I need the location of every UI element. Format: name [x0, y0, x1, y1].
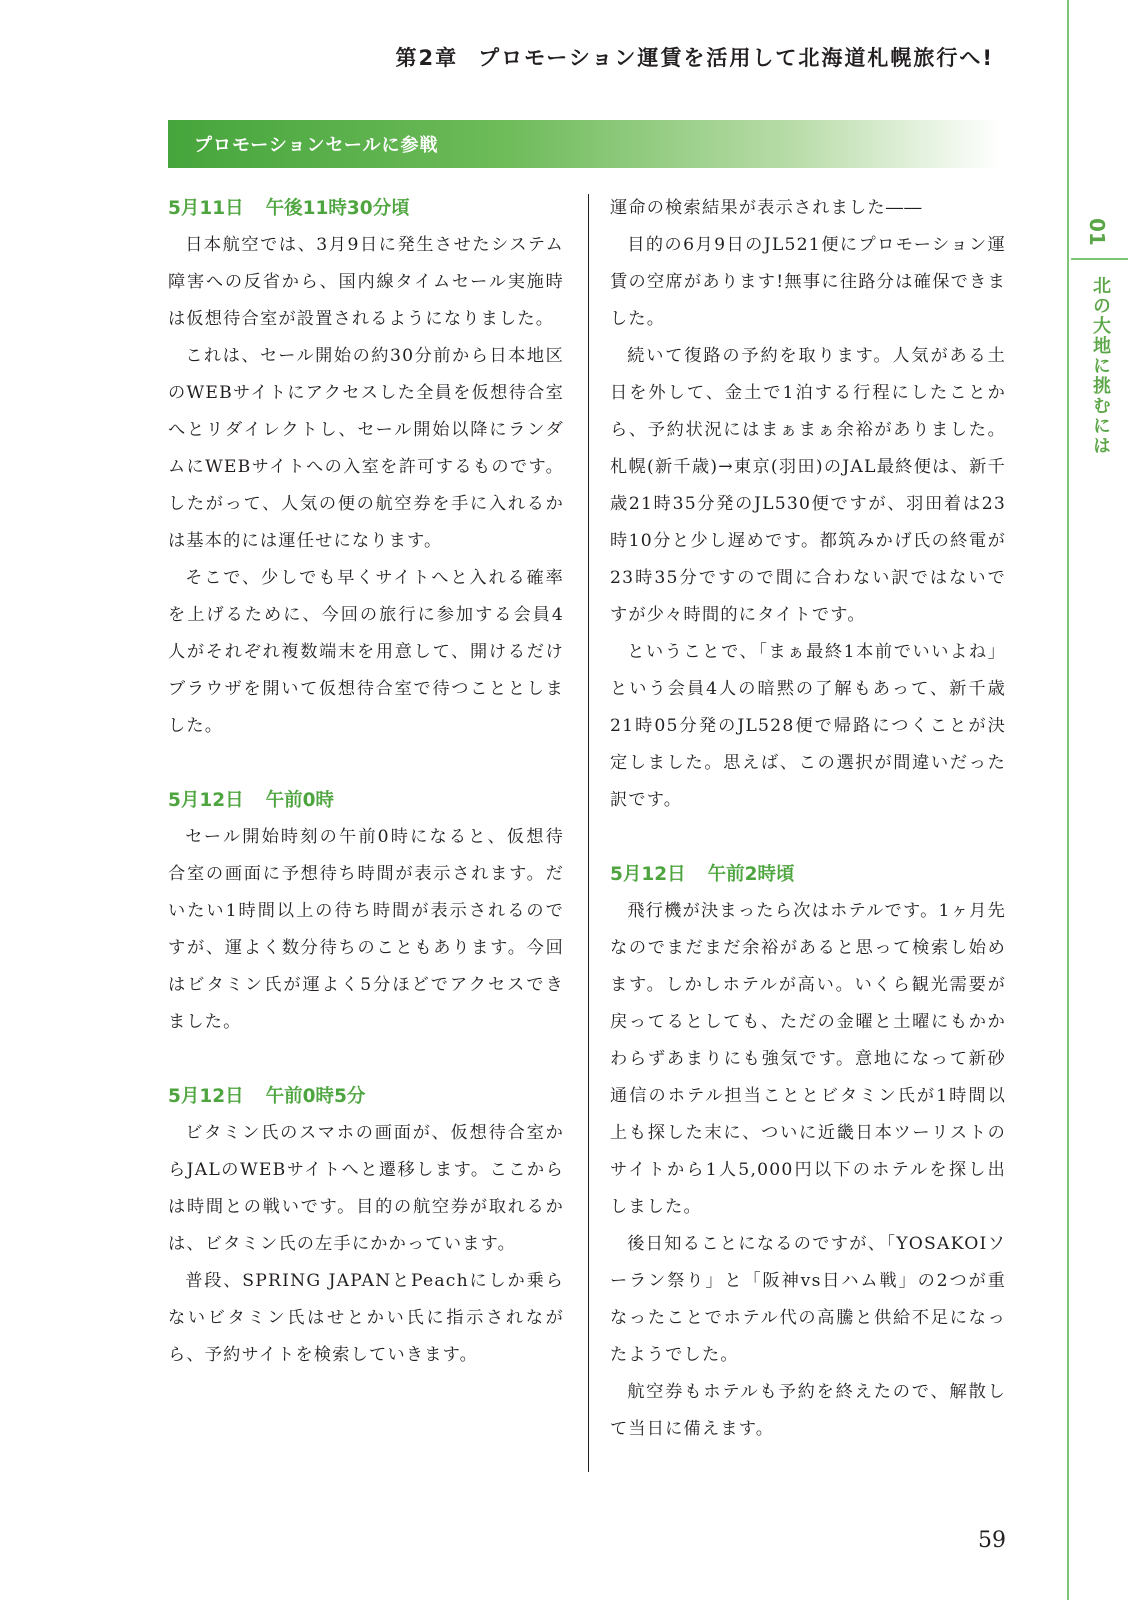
paragraph: そこで、少しでも早くサイトへと入れる確率を上げるために、今回の旅行に参加する会員4人がそれぞれ複数端末を用意して、開けるだけブラウザを開いて仮想待合室で待つこととしました。 — [168, 568, 564, 736]
entry-date: 5月12日 — [610, 864, 686, 885]
right-column — [610, 190, 1006, 1448]
entry-heading — [610, 856, 1006, 893]
spacer — [168, 745, 564, 782]
side-tab-title: 北の大地に挑むには — [1090, 276, 1111, 456]
paragraph: 日本航空では、3月9日に発生させたシステム障害への反省から、国内線タイムセール実施時は仮想待合室が設置されるようになりました。 — [168, 235, 564, 329]
entry-time: 午後11時30分頃 — [265, 198, 410, 219]
entry-time: 午前0時5分 — [265, 1086, 366, 1107]
entry-time: 午前2時頃 — [707, 864, 795, 885]
entry-date: 5月12日 — [168, 1086, 244, 1107]
paragraph: 運命の検索結果が表示されました―― — [610, 198, 923, 218]
section-banner — [168, 120, 1001, 168]
paragraph: 普段、SPRING JAPANとPeachにしか乗らないビタミン氏はせとかい氏に指示されながら、予約サイトを検索していきます。 — [168, 1271, 564, 1365]
chapter-number: 第2章 — [395, 46, 459, 70]
spacer — [610, 819, 1006, 856]
chapter-header — [395, 42, 994, 72]
spacer — [168, 1041, 564, 1078]
paragraph: 続いて復路の予約を取ります。人気がある土日を外して、金土で1泊する行程にしたことから、予約状況にはまぁまぁ余裕がありました。札幌(新千歳)→東京(羽田)のJAL最終便は、新千歳21時35分発のJL530便ですが、羽田着は23時10分と少し遅めです。都筑みかげ氏の終電が23時35分ですので間に合わない訳ではないですが少々時間的にタイトです。 — [610, 346, 1006, 625]
section-title: プロモーションセールに参戦 — [194, 135, 439, 156]
paragraph: これは、セール開始の約30分前から日本地区のWEBサイトにアクセスした全員を仮想待合室へとリダイレクトし、セール開始以降にランダムにWEBサイトへの入室を許可するものです。したがって、人気の便の航空券を手に入れるかは基本的には運任せになります。 — [168, 346, 564, 551]
paragraph: 後日知ることになるのですが、「YOSAKOIソーラン祭り」と「阪神vs日ハム戦」の2つが重なったことでホテル代の高騰と供給不足になったようでした。 — [610, 1234, 1006, 1365]
entry-heading — [168, 782, 564, 819]
chapter-title: プロモーション運賃を活用して北海道札幌旅行へ! — [478, 46, 994, 70]
side-tab-number: 01 — [1085, 218, 1109, 246]
paragraph: セール開始時刻の午前0時になると、仮想待合室の画面に予想待ち時間が表示されます。だいたい1時間以上の待ち時間が表示されるのですが、運よく数分待ちのこともあります。今回はビタミン氏が運よく5分ほどでアクセスできました。 — [168, 827, 564, 1032]
paragraph: 飛行機が決まったら次はホテルです。1ヶ月先なのでまだまだ余裕があると思って検索し始めます。しかしホテルが高い。いくら観光需要が戻ってるとしても、ただの金曜と土曜にもかかわらずあまりにも強気です。意地になって新砂通信のホテル担当こととビタミン氏が1時間以上も探した末に、ついに近畿日本ツーリストのサイトから1人5,000円以下のホテルを探し出しました。 — [610, 901, 1006, 1217]
left-column — [168, 190, 564, 1374]
entry-heading — [168, 1078, 564, 1115]
entry-date: 5月11日 — [168, 198, 244, 219]
entry-time: 午前0時 — [265, 790, 334, 811]
paragraph: ということで、「まぁ最終1本前でいいよね」という会員4人の暗黙の了解もあって、新千歳21時05分発のJL528便で帰路につくことが決定しました。思えば、この選択が間違いだった訳です。 — [610, 642, 1006, 810]
page-number: 59 — [978, 1528, 1006, 1553]
paragraph: ビタミン氏のスマホの画面が、仮想待合室からJALのWEBサイトへと遷移します。ここからは時間との戦いです。目的の航空券が取れるかは、ビタミン氏の左手にかかっています。 — [168, 1123, 564, 1254]
column-divider — [588, 194, 589, 1472]
entry-heading — [168, 190, 564, 227]
side-tab-divider — [1071, 258, 1128, 260]
paragraph: 目的の6月9日のJL521便にプロモーション運賃の空席があります!無事に往路分は確保できました。 — [610, 235, 1006, 329]
paragraph: 航空券もホテルも予約を終えたので、解散して当日に備えます。 — [610, 1382, 1006, 1439]
entry-date: 5月12日 — [168, 790, 244, 811]
